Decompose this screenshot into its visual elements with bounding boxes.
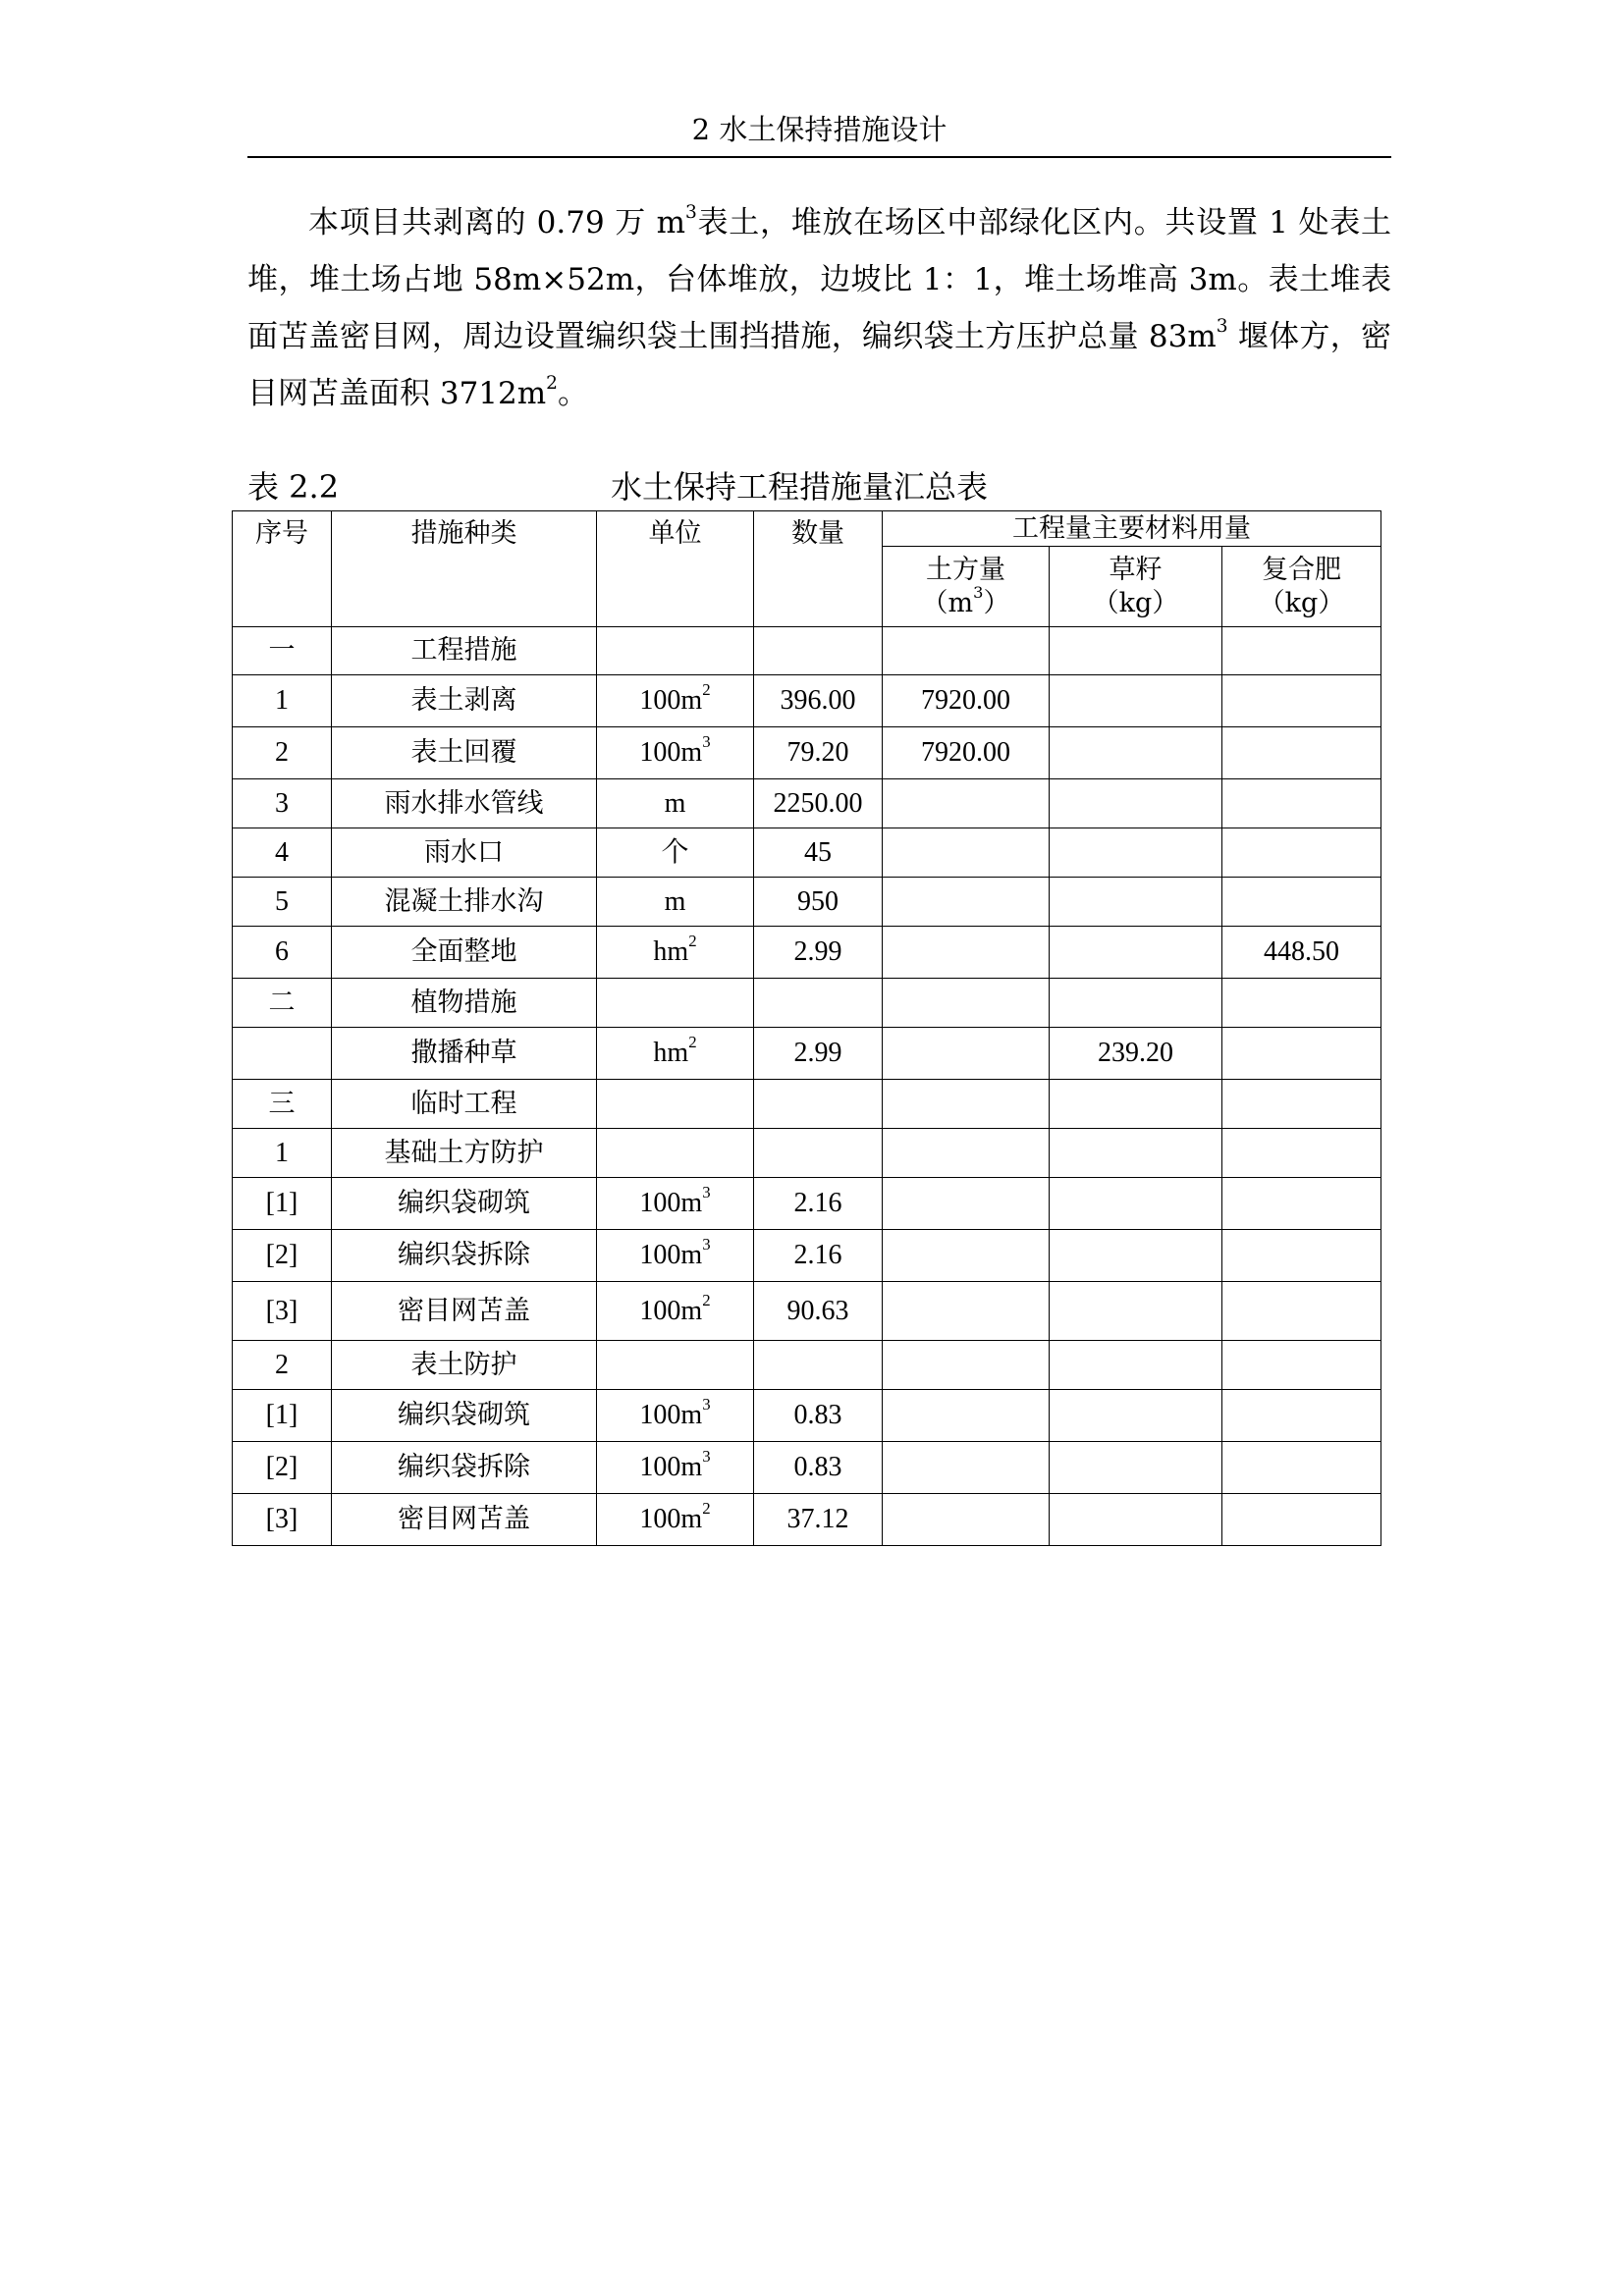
cell-seed — [1050, 627, 1222, 675]
cell-seq: 2 — [233, 1341, 332, 1390]
cell-qty: 0.83 — [754, 1390, 883, 1442]
unit-superscript: 2 — [702, 680, 711, 700]
cell-type: 密目网苫盖 — [332, 1282, 597, 1341]
cell-unit — [597, 1080, 754, 1129]
page-header: 2 水土保持措施设计 — [691, 113, 947, 146]
cell-seq: 一 — [233, 627, 332, 675]
header-material-group: 工程量主要材料用量 — [883, 511, 1381, 547]
cell-qty — [754, 1341, 883, 1390]
cell-unit — [597, 675, 754, 727]
header-fert-unit: （kg） — [1258, 587, 1345, 618]
cell-unit — [597, 727, 754, 779]
table-row — [233, 828, 1381, 878]
cell-seq: 二 — [233, 979, 332, 1028]
cell-qty: 950 — [754, 878, 883, 927]
cell-qty: 396.00 — [754, 675, 883, 727]
cell-type: 编织袋拆除 — [332, 1230, 597, 1282]
unit-superscript: 3 — [702, 1395, 711, 1415]
cell-seed — [1050, 979, 1222, 1028]
unit-text: 100m — [639, 1240, 703, 1270]
cell-unit — [597, 1230, 754, 1282]
cell-unit — [597, 1178, 754, 1230]
cell-qty: 2.16 — [754, 1230, 883, 1282]
cell-fert — [1222, 1390, 1381, 1442]
table-row — [233, 1080, 1381, 1129]
cell-qty: 90.63 — [754, 1282, 883, 1341]
cell-seq: 3 — [233, 779, 332, 828]
header-type: 措施种类 — [332, 511, 597, 627]
cell-earth — [883, 828, 1050, 878]
header-seed-unit: （kg） — [1092, 587, 1179, 618]
cell-qty — [754, 1129, 883, 1178]
cell-earth — [883, 1080, 1050, 1129]
header-unit: 单位 — [597, 511, 754, 627]
header-earth-unit — [883, 583, 1049, 620]
cell-fert — [1222, 1442, 1381, 1494]
cell-type: 混凝土排水沟 — [332, 878, 597, 927]
cell-fert: 448.50 — [1222, 927, 1381, 979]
unit-superscript: 2 — [688, 1033, 697, 1052]
cell-qty: 2250.00 — [754, 779, 883, 828]
unit-superscript: 2 — [688, 932, 697, 951]
cell-earth — [883, 1494, 1050, 1546]
cell-seed — [1050, 1129, 1222, 1178]
unit-superscript: 2 — [702, 1290, 711, 1309]
paragraph-segment: 本项目共剥离的 0.79 万 m — [308, 205, 685, 240]
cell-seed — [1050, 779, 1222, 828]
paragraph-segment: 。 — [558, 376, 588, 411]
body-paragraph — [247, 194, 1391, 422]
unit-text: hm — [653, 936, 689, 967]
cell-fert — [1222, 1028, 1381, 1080]
header-earth-label: 土方量 — [926, 554, 1005, 585]
cell-seq: [3] — [233, 1494, 332, 1546]
table-row — [233, 627, 1381, 675]
cell-unit — [597, 927, 754, 979]
cell-unit — [597, 828, 754, 878]
cell-earth — [883, 979, 1050, 1028]
unit-text: 100m — [639, 1452, 703, 1482]
table-row — [233, 1494, 1381, 1546]
unit-text: 100m — [639, 1400, 703, 1430]
cell-seed — [1050, 1390, 1222, 1442]
earth-unit-suffix: ） — [983, 587, 1010, 618]
cell-unit — [597, 1390, 754, 1442]
cell-seq: [1] — [233, 1178, 332, 1230]
cell-type: 全面整地 — [332, 927, 597, 979]
cell-fert — [1222, 1341, 1381, 1390]
cell-seed — [1050, 1282, 1222, 1341]
cell-seed — [1050, 1178, 1222, 1230]
cell-earth — [883, 927, 1050, 979]
cell-qty: 45 — [754, 828, 883, 878]
cell-seq: 5 — [233, 878, 332, 927]
unit-text: 100m — [639, 685, 703, 716]
table-row — [233, 1230, 1381, 1282]
cell-fert — [1222, 979, 1381, 1028]
cell-type: 撒播种草 — [332, 1028, 597, 1080]
paragraph-superscript: 2 — [546, 372, 558, 394]
unit-text: 100m — [639, 737, 703, 768]
cell-earth — [883, 878, 1050, 927]
table-title: 水土保持工程措施量汇总表 — [611, 468, 989, 506]
table-row — [233, 779, 1381, 828]
unit-text: 100m — [639, 1188, 703, 1218]
cell-seq: [1] — [233, 1390, 332, 1442]
cell-unit — [597, 1442, 754, 1494]
cell-fert — [1222, 878, 1381, 927]
header-seq: 序号 — [233, 511, 332, 627]
cell-seq: 6 — [233, 927, 332, 979]
unit-text: m — [664, 787, 686, 819]
cell-seq: 1 — [233, 675, 332, 727]
table-row — [233, 1028, 1381, 1080]
cell-seq: 2 — [233, 727, 332, 779]
table-row — [233, 727, 1381, 779]
table-row — [233, 1442, 1381, 1494]
paragraph-superscript: 3 — [1216, 315, 1228, 337]
table-row — [233, 979, 1381, 1028]
cell-fert — [1222, 779, 1381, 828]
cell-type: 植物措施 — [332, 979, 597, 1028]
cell-seq: [2] — [233, 1442, 332, 1494]
paragraph-text — [247, 194, 1391, 422]
unit-superscript: 3 — [702, 1183, 711, 1202]
cell-type: 表土防护 — [332, 1341, 597, 1390]
unit-text: hm — [653, 1038, 689, 1068]
header-fert — [1222, 547, 1381, 627]
cell-unit — [597, 1341, 754, 1390]
earth-unit-prefix: （m — [921, 587, 974, 618]
table-row — [233, 878, 1381, 927]
table-caption — [247, 459, 1391, 514]
cell-earth — [883, 1028, 1050, 1080]
unit-superscript: 3 — [702, 1447, 711, 1467]
cell-fert — [1222, 1178, 1381, 1230]
measures-table — [232, 510, 1381, 1546]
earth-unit-sup: 3 — [973, 583, 984, 603]
cell-seed — [1050, 927, 1222, 979]
table-body — [233, 627, 1381, 1546]
table-row — [233, 1341, 1381, 1390]
header-rule — [247, 156, 1391, 158]
unit-superscript: 2 — [702, 1499, 711, 1519]
cell-fert — [1222, 675, 1381, 727]
unit-superscript: 3 — [702, 1235, 711, 1255]
cell-seed — [1050, 1494, 1222, 1546]
paragraph-superscript: 3 — [684, 201, 697, 223]
cell-type: 编织袋砌筑 — [332, 1390, 597, 1442]
cell-type: 工程措施 — [332, 627, 597, 675]
header-seed — [1050, 547, 1222, 627]
table-row — [233, 1282, 1381, 1341]
cell-qty — [754, 979, 883, 1028]
table-number: 表 2.2 — [247, 468, 340, 506]
table-row — [233, 1129, 1381, 1178]
table-row — [233, 1390, 1381, 1442]
cell-type: 基础土方防护 — [332, 1129, 597, 1178]
cell-unit — [597, 1028, 754, 1080]
table-row — [233, 1178, 1381, 1230]
unit-text: 100m — [639, 1295, 703, 1326]
cell-seq: 1 — [233, 1129, 332, 1178]
cell-seq: [3] — [233, 1282, 332, 1341]
cell-earth — [883, 1178, 1050, 1230]
cell-type: 雨水口 — [332, 828, 597, 878]
cell-earth — [883, 1442, 1050, 1494]
cell-qty: 2.99 — [754, 927, 883, 979]
unit-text: m — [664, 885, 686, 917]
cell-seed — [1050, 675, 1222, 727]
cell-qty: 79.20 — [754, 727, 883, 779]
cell-qty: 37.12 — [754, 1494, 883, 1546]
cell-fert — [1222, 1282, 1381, 1341]
cell-type: 表土剥离 — [332, 675, 597, 727]
cell-seed — [1050, 1341, 1222, 1390]
paragraph-segment: 表土，堆放在场区中部绿化区内。共设置 1 处表土堆，堆土场占地 58m×52m，台体堆放，边坡比 1：1，堆土场堆高 3m。表土堆表面苫盖密目网，周边设置编织袋土围挡措施，编织袋土方压护总量 83m — [247, 205, 1391, 354]
table-row — [233, 927, 1381, 979]
cell-unit — [597, 1494, 754, 1546]
cell-type: 雨水排水管线 — [332, 779, 597, 828]
paragraph-segment: 堰体方，密目网苫盖面积 3712m — [247, 319, 1391, 411]
cell-type: 编织袋拆除 — [332, 1442, 597, 1494]
cell-seed — [1050, 727, 1222, 779]
cell-seq: [2] — [233, 1230, 332, 1282]
cell-fert — [1222, 1129, 1381, 1178]
cell-seed — [1050, 878, 1222, 927]
table-row — [233, 675, 1381, 727]
cell-fert — [1222, 627, 1381, 675]
cell-seq — [233, 1028, 332, 1080]
cell-earth — [883, 1390, 1050, 1442]
cell-unit — [597, 627, 754, 675]
cell-type: 表土回覆 — [332, 727, 597, 779]
cell-type: 临时工程 — [332, 1080, 597, 1129]
cell-earth — [883, 627, 1050, 675]
cell-fert — [1222, 1080, 1381, 1129]
unit-text: 100m — [639, 1504, 703, 1534]
cell-fert — [1222, 828, 1381, 878]
cell-seed: 239.20 — [1050, 1028, 1222, 1080]
cell-seed — [1050, 1230, 1222, 1282]
header-seed-label: 草籽 — [1109, 554, 1163, 585]
cell-qty: 2.99 — [754, 1028, 883, 1080]
cell-seq: 三 — [233, 1080, 332, 1129]
cell-qty: 2.16 — [754, 1178, 883, 1230]
cell-fert — [1222, 1494, 1381, 1546]
cell-seed — [1050, 1080, 1222, 1129]
cell-unit — [597, 1129, 754, 1178]
cell-qty: 0.83 — [754, 1442, 883, 1494]
cell-unit — [597, 1282, 754, 1341]
cell-unit — [597, 779, 754, 828]
cell-type: 编织袋砌筑 — [332, 1178, 597, 1230]
cell-seq: 4 — [233, 828, 332, 878]
cell-qty — [754, 627, 883, 675]
header-fert-label: 复合肥 — [1262, 554, 1341, 585]
header-earth — [883, 547, 1050, 627]
cell-earth — [883, 1129, 1050, 1178]
unit-superscript: 3 — [702, 732, 711, 752]
cell-earth — [883, 779, 1050, 828]
cell-earth — [883, 1341, 1050, 1390]
cell-qty — [754, 1080, 883, 1129]
cell-seed — [1050, 828, 1222, 878]
cell-earth: 7920.00 — [883, 727, 1050, 779]
cell-seed — [1050, 1442, 1222, 1494]
cell-unit — [597, 979, 754, 1028]
header-qty: 数量 — [754, 511, 883, 627]
cell-earth — [883, 1282, 1050, 1341]
cell-type: 密目网苫盖 — [332, 1494, 597, 1546]
unit-text: 个 — [661, 836, 689, 868]
cell-fert — [1222, 727, 1381, 779]
cell-earth — [883, 1230, 1050, 1282]
cell-earth: 7920.00 — [883, 675, 1050, 727]
cell-fert — [1222, 1230, 1381, 1282]
cell-unit — [597, 878, 754, 927]
